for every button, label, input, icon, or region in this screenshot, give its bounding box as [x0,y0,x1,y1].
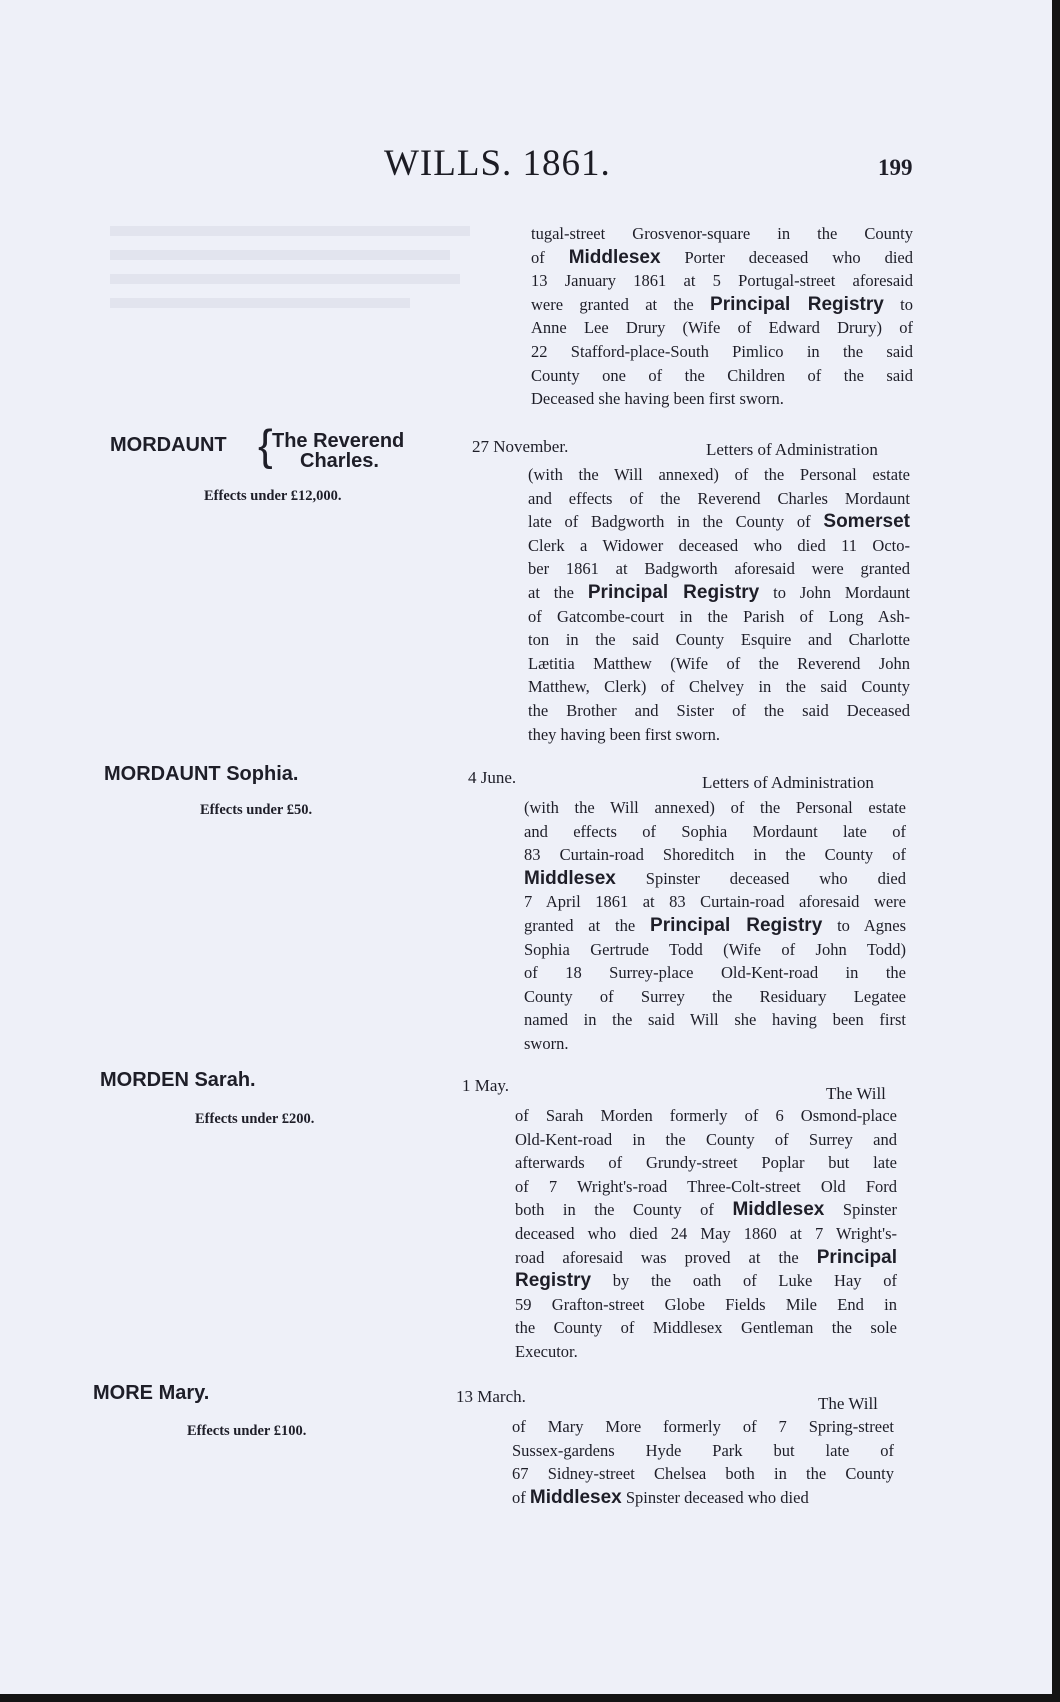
entry-text [524,796,906,1056]
entry-lead: The Will [826,1084,886,1103]
text-line: the County of Middlesex Gentleman the sole [515,1318,897,1338]
text-line: Executor. [515,1341,578,1361]
entry-text [512,1415,894,1509]
entry-given-line1: The Reverend [272,430,405,452]
text-line: granted at the Principal Registry to Agnes [524,914,907,936]
text-line: ton in the said County Esquire and Charlotte [528,630,910,650]
text-line: Sussex-gardens Hyde Park but late of [512,1440,894,1460]
text-line: Old-Kent-road in the County of Surrey and [515,1129,897,1149]
text-line: Matthew, Clerk) of Chelvey in the said County [528,677,910,697]
emphasised-place: Somerset [823,511,910,533]
entry-given-line2: Charles. [300,450,379,472]
text-line: of Mary More formerly of 7 Spring-street [512,1417,894,1436]
emphasised-place: Principal Registry [587,581,760,603]
text-line: they having been first sworn. [528,724,720,744]
text-line: tugal-street Grosvenor-square in the County [531,224,913,243]
entry-surname-text: MORE [93,1382,153,1404]
text-line: ber 1861 at Badgworth aforesaid were granted [528,559,910,579]
entry-date: 4 June. [468,768,517,787]
continuation-text [531,222,913,411]
text-line: were granted at the Principal Registry to [531,293,913,315]
entry-surname-3 [100,1069,256,1092]
entry-text [528,463,910,746]
page-number: 199 [878,155,913,180]
entry-surname: MORDAUNT [110,434,227,456]
entry-lead: Letters of Administration [706,440,878,459]
text-line: afterwards of Grundy-street Poplar but late [515,1153,897,1173]
text-line: road aforesaid was proved at the Principal [515,1246,897,1268]
text-line: Clerk a Widower deceased who died 11 Octo- [528,535,910,555]
text-line: deceased who died 24 May 1860 at 7 Wright's- [515,1223,897,1243]
text-line: both in the County of Middlesex Spinster [515,1199,897,1221]
text-line: 67 Sidney-street Chelsea both in the County [512,1464,894,1484]
text-line: (with the Will annexed) of the Personal estate [528,465,910,484]
text-line: 22 Stafford-place-South Pimlico in the said [531,341,913,361]
entry-lead: Letters of Administration [702,773,874,792]
text-line: the Brother and Sister of the said Deceased [528,700,910,720]
emphasised-place: Middlesex [529,1486,622,1508]
text-line: 7 April 1861 at 83 Curtain-road aforesaid were [524,892,906,912]
entry-text [515,1104,897,1364]
entry-effects: Effects under £50. [200,802,313,818]
emphasised-place: Principal [816,1246,897,1268]
text-line: 83 Curtain-road Shoreditch in the County of [524,845,906,865]
entry-given: Mary. [158,1382,210,1404]
emphasised-place: Middlesex [568,246,661,268]
entry-surname-text: MORDEN [100,1069,189,1091]
emphasised-place: Registry [515,1270,592,1292]
entry-effects: Effects under £12,000. [204,488,342,504]
entry-given: Sarah. [194,1069,256,1091]
text-line: of Gatcombe-court in the Parish of Long Ash- [528,606,910,626]
text-line: Registry by the oath of Luke Hay of [515,1270,897,1292]
entry-lead: The Will [818,1394,878,1413]
text-line: and effects of Sophia Mordaunt late of [524,821,906,841]
text-line: at the Principal Registry to John Mordaunt [528,581,910,603]
text-line: County one of the Children of the said [531,365,913,385]
text-line: sworn. [524,1033,569,1053]
entry-date: 1 May. [462,1076,510,1095]
text-line: Anne Lee Drury (Wife of Edward Drury) of [531,318,913,338]
text-line: of Middlesex Spinster deceased who died [512,1486,809,1508]
text-line: (with the Will annexed) of the Personal estate [524,798,906,817]
text-line: 59 Grafton-street Globe Fields Mile End in [515,1294,897,1314]
text-line: and effects of the Reverend Charles Mordaunt [528,488,910,508]
text-line: of 7 Wright's-road Three-Colt-street Old Ford [515,1176,897,1196]
text-line: Deceased she having been first sworn. [531,389,784,409]
text-line: of 18 Surrey-place Old-Kent-road in the [524,963,906,983]
entry-surname-4 [93,1382,209,1405]
emphasised-place: Middlesex [524,867,616,889]
text-line: 13 January 1861 at 5 Portugal-street aforesaid [531,271,913,291]
text-line: County of Surrey the Residuary Legatee [524,986,906,1006]
brace-icon: { [258,421,273,470]
text-line: Lætitia Matthew (Wife of the Reverend John [528,653,910,673]
entry-date: 13 March. [456,1387,526,1406]
text-line: Sophia Gertrude Todd (Wife of John Todd) [524,939,906,959]
emphasised-place: Middlesex [732,1199,825,1221]
entry-surname-2 [104,763,298,786]
bleed-through-shadow [110,218,490,322]
text-line: of Middlesex Porter deceased who died [531,246,913,268]
entry-effects: Effects under £200. [195,1111,315,1127]
emphasised-place: Principal Registry [650,914,823,936]
text-line: of Sarah Morden formerly of 6 Osmond-place [515,1106,897,1125]
entry-effects: Effects under £100. [187,1423,307,1439]
page-title: WILLS. 1861. [384,143,611,184]
text-line: Middlesex Spinster deceased who died [524,867,906,889]
text-line: late of Badgworth in the County of Somerset [528,511,910,533]
text-line: named in the said Will she having been first [524,1010,906,1030]
entry-surname-text: MORDAUNT [104,763,221,785]
emphasised-place: Principal Registry [710,293,884,315]
entry-date: 27 November. [472,437,569,456]
entry-given: Sophia. [226,763,299,785]
